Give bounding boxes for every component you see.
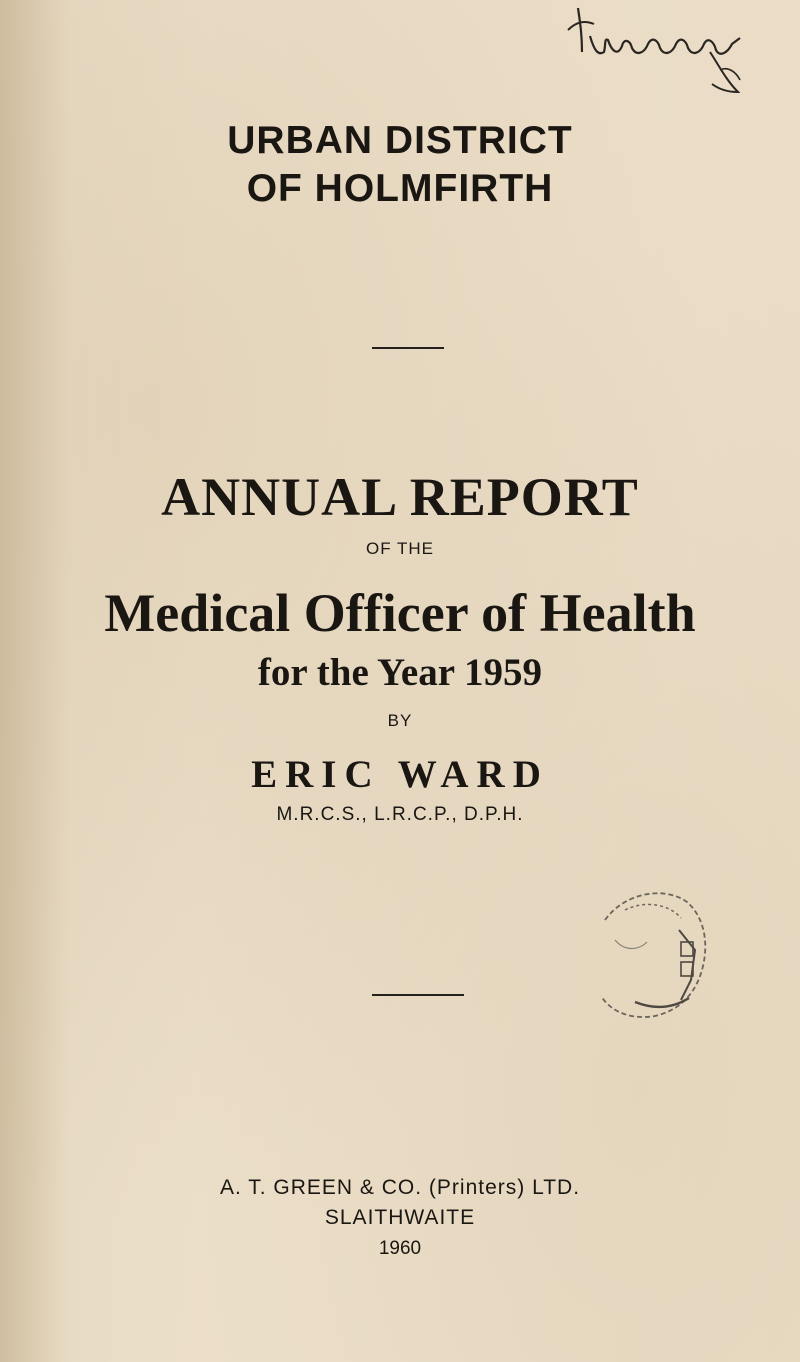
district-title-line-1: URBAN DISTRICT	[227, 119, 573, 162]
author-by-label: BY	[387, 711, 413, 730]
officer-title: Medical Officer of Health	[104, 583, 696, 643]
handwritten-signature-icon	[560, 0, 760, 110]
printer-name: A. T. GREEN & CO. (Printers) LTD.	[219, 1176, 581, 1199]
report-subtitle-connector: OF THE	[365, 539, 435, 558]
report-year-line: for the Year 1959	[257, 651, 543, 694]
library-stamp-icon	[585, 880, 715, 1030]
divider-rule-bottom	[372, 994, 464, 996]
author-credentials: M.R.C.S., L.R.C.P., D.P.H.	[276, 804, 524, 825]
district-title-line-2: OF HOLMFIRTH	[246, 167, 554, 210]
report-title: ANNUAL REPORT	[161, 467, 639, 527]
divider-rule-top	[372, 347, 444, 349]
publication-year: 1960	[378, 1238, 422, 1259]
author-name: ERIC WARD	[251, 753, 549, 796]
printer-town: SLAITHWAITE	[324, 1206, 476, 1229]
